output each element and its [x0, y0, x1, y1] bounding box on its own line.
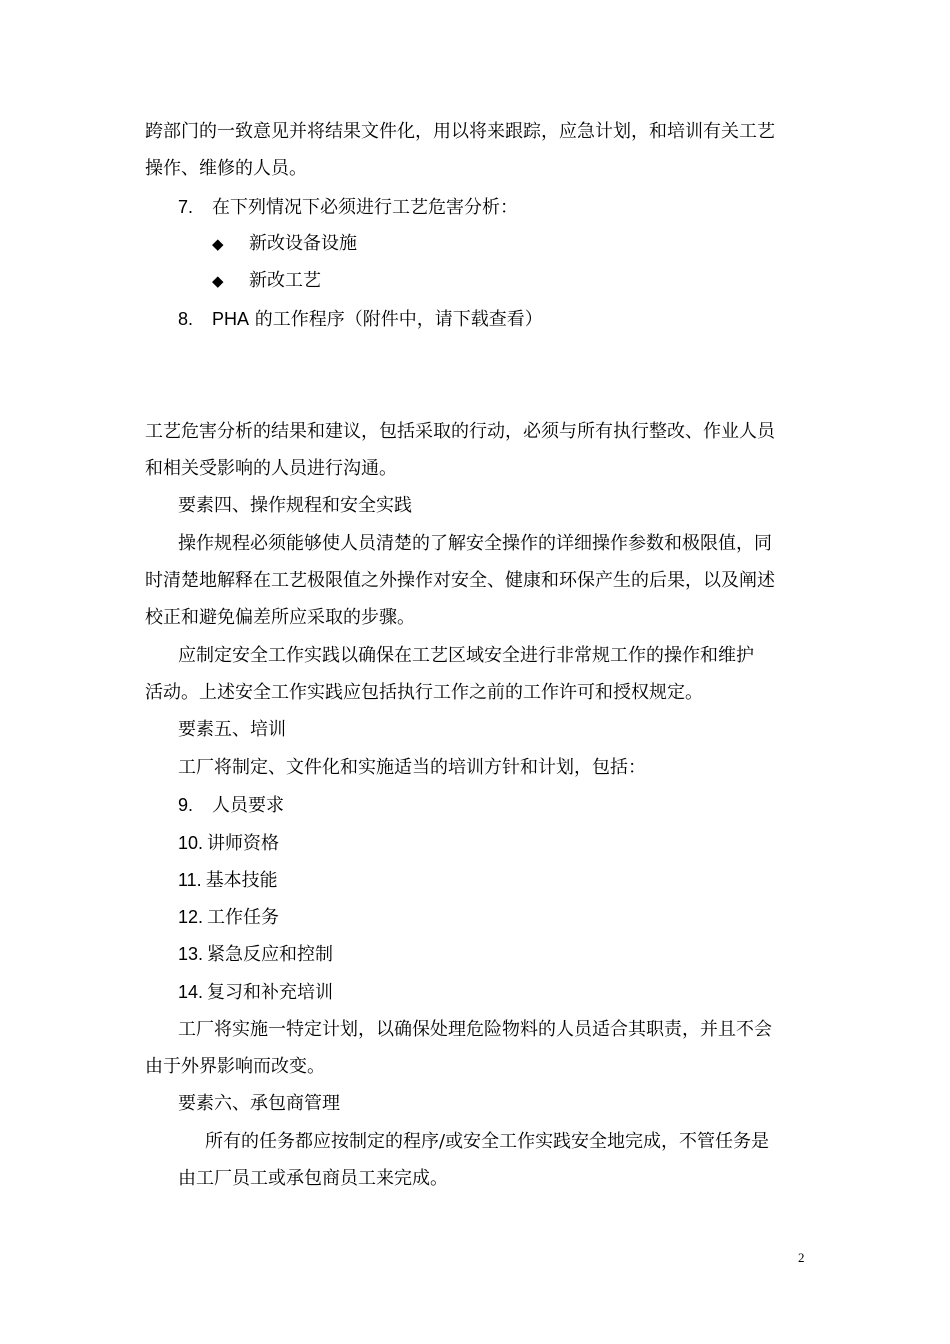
paragraph-line: 应制定安全工作实践以确保在工艺区域安全进行非常规工作的操作和维护: [178, 645, 754, 666]
paragraph-line: 工厂将实施一特定计划，以确保处理危险物料的人员适合其职责，并且不会: [178, 1019, 772, 1040]
list-text: 基本技能: [205, 870, 278, 891]
training-item: [178, 942, 333, 967]
paragraph-line: 工厂将制定、文件化和实施适当的培训方针和计划，包括：: [178, 757, 646, 778]
bullet-text: 新改设备设施: [249, 233, 357, 254]
diamond-bullet-icon: ◆: [212, 272, 224, 290]
training-item: [178, 793, 284, 818]
paragraph-line: 由工厂员工或承包商员工来完成。: [178, 1168, 448, 1189]
training-item: [178, 831, 279, 856]
list-number: 9.: [178, 795, 194, 815]
list-number: 14.: [178, 982, 204, 1002]
training-item: [178, 868, 278, 893]
list-number: 13.: [178, 944, 204, 964]
paragraph-line: 活动。上述安全工作实践应包括执行工作之前的工作许可和授权规定。: [145, 682, 703, 703]
section-heading-4: 要素四、操作规程和安全实践: [178, 495, 412, 516]
paragraph-line: 时清楚地解释在工艺极限值之外操作对安全、健康和环保产生的后果，以及阐述: [145, 570, 775, 591]
training-item: [178, 905, 279, 930]
list-item-8: [178, 307, 543, 332]
list-text: 紧急反应和控制: [207, 944, 334, 965]
list-number: 11.: [178, 870, 202, 890]
paragraph-line: 校正和避免偏差所应采取的步骤。: [145, 607, 415, 628]
training-item: [178, 980, 333, 1005]
paragraph-line: 和相关受影响的人员进行沟通。: [145, 458, 397, 479]
bullet-text: 新改工艺: [249, 270, 321, 291]
list-text: 在下列情况下必须进行工艺危害分析：: [212, 197, 518, 218]
list-text: 人员要求: [212, 795, 284, 816]
list-text: 复习和补充培训: [207, 982, 334, 1003]
list-number: 7.: [178, 197, 194, 217]
paragraph-line: 操作、维修的人员。: [145, 158, 307, 179]
pha-acronym: PHA: [212, 309, 250, 329]
paragraph-line: 所有的任务都应按制定的程序/或安全工作实践安全地完成，不管任务是: [205, 1131, 770, 1152]
list-item-7: [178, 195, 518, 220]
section-heading-5: 要素五、培训: [178, 719, 286, 740]
paragraph-line: 操作规程必须能够使人员清楚的了解安全操作的详细操作参数和极限值，同: [178, 533, 772, 554]
paragraph-line: 工艺危害分析的结果和建议，包括采取的行动，必须与所有执行整改、作业人员: [145, 421, 775, 442]
list-number: 10.: [178, 833, 204, 853]
list-text: 讲师资格: [207, 833, 280, 854]
list-number: 8.: [178, 309, 194, 329]
list-text: 的工作程序（附件中，请下载查看）: [249, 309, 543, 330]
list-text: 工作任务: [207, 907, 280, 928]
bullet-item: [212, 269, 321, 293]
section-heading-6: 要素六、承包商管理: [178, 1093, 340, 1114]
list-number: 12.: [178, 907, 204, 927]
bullet-item: [212, 232, 357, 256]
paragraph-line: 由于外界影响而改变。: [145, 1056, 325, 1077]
diamond-bullet-icon: ◆: [212, 235, 224, 253]
page-number: 2: [798, 1250, 805, 1265]
paragraph-line: 跨部门的一致意见并将结果文件化，用以将来跟踪，应急计划，和培训有关工艺: [145, 121, 775, 142]
